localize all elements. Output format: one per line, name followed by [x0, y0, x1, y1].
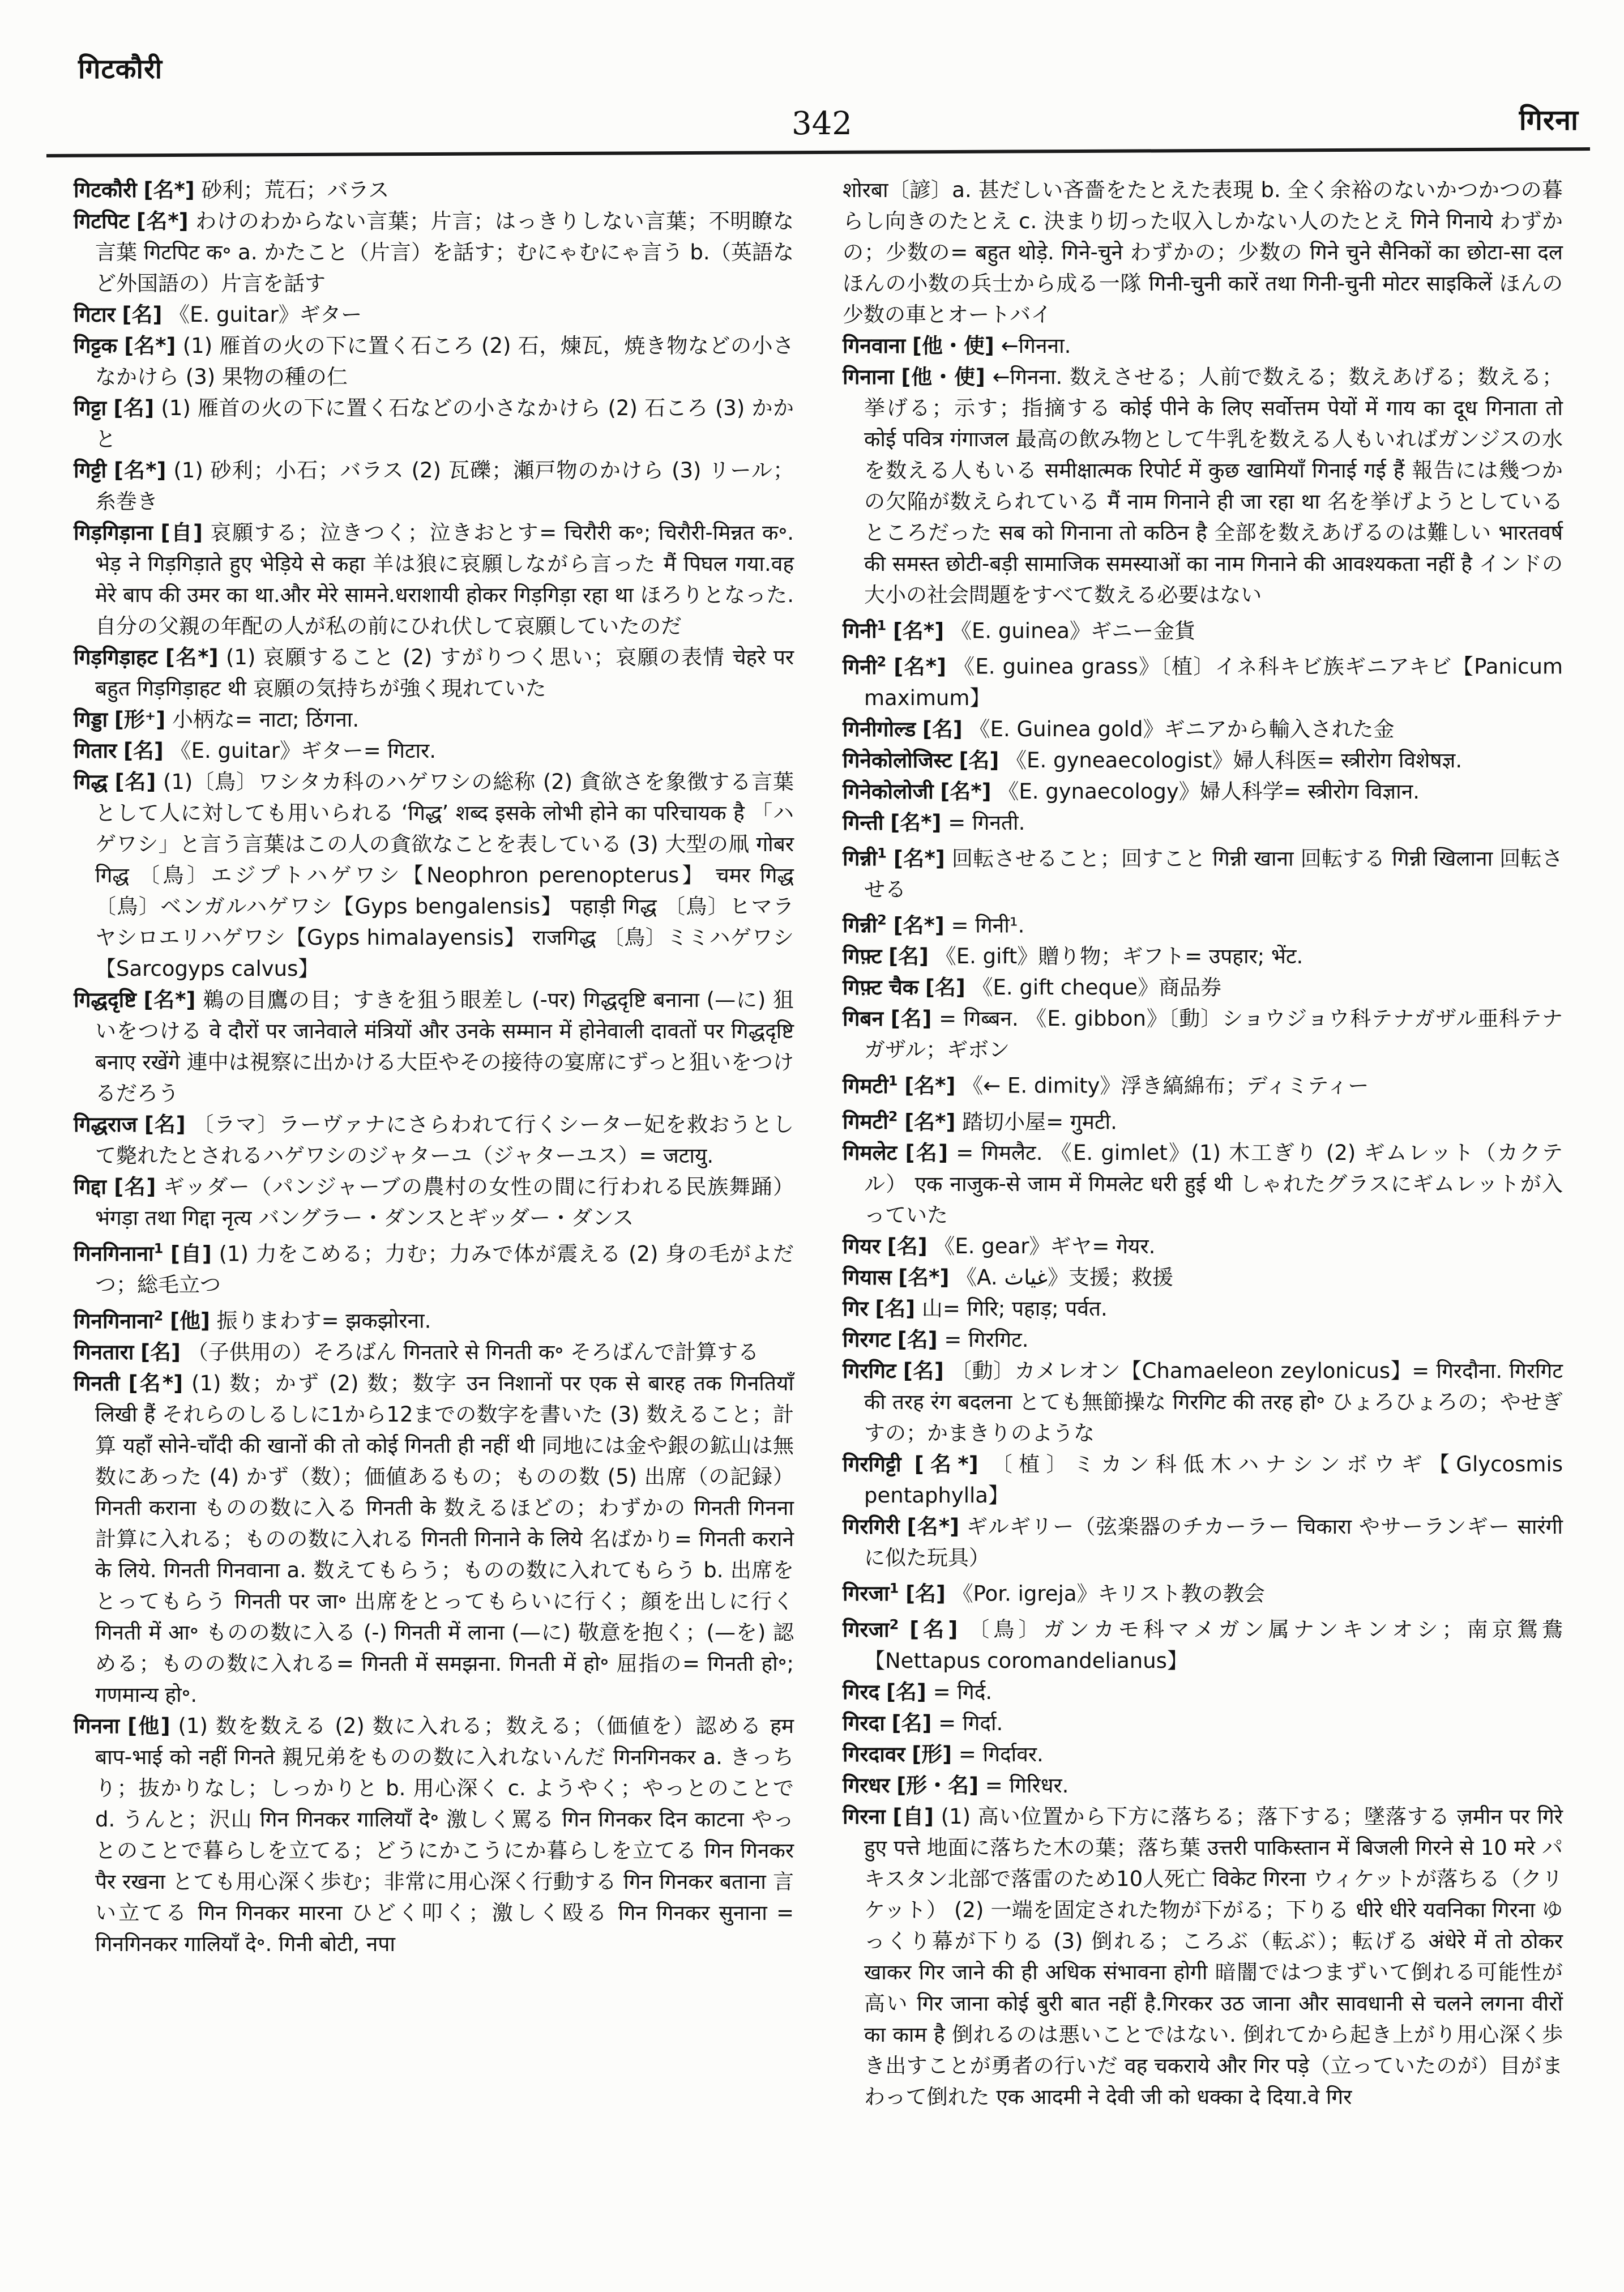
entry-pos-tag: [名*] [128, 1371, 183, 1395]
header-rule [46, 147, 1590, 157]
entry-headword: गिड्डा [74, 707, 108, 732]
entry-headword: गिटपिट [74, 209, 130, 233]
dictionary-entry [843, 714, 1563, 745]
entry-pos-tag: [名*] [143, 178, 195, 202]
entry-body: = गिरिधर. [985, 1773, 1069, 1798]
entry-pos-tag: [他] [170, 1308, 210, 1333]
entry-body: (1) 数を数える (2) 数に入れる；数える；（価値を）認める हम बाप-भाई को नहीं गिनते 親兄弟をものの数に入れないんだ गिनगिनकर a. きっちり；抜かりなし；しっかりと b. 用心深く c. ようやく；やっとのことで d. うんと；沢山 गिन गिनकर गालियाँ दे॰ 激しく罵る गिन गिनकर दिन काटना やっとのことで暮らしを立てる；どうにかこうにか暮らしを立てる गिन गिनकर पैर रखना とても用心深く歩む；非常に用心深く行動する गिन गिनकर बताना 言い立てる गिन गिनकर मारना ひどく叩く；激しく殴る गिन गिनकर सुनाना = गिनगिनकर गालियाँ दे॰. गिनी बोटी, नपा [95, 1713, 794, 1956]
entry-headword: गिनना [74, 1713, 120, 1738]
entry-headword: गिरजा$^1$ [843, 1580, 899, 1606]
entry-headword: गिरजा$^2$ [843, 1616, 899, 1642]
headword-superscript: 1 [889, 1580, 899, 1597]
dictionary-entry [74, 984, 794, 1109]
entry-pos-tag: [名*] [893, 618, 945, 643]
entry-body: (1) 雁首の火の下に置く石ころ (2) 石，煉瓦，焼き物などの小さなかけら (3) 果物の種の仁 [95, 334, 794, 389]
entry-headword: गिमटी$^2$ [843, 1108, 898, 1134]
dictionary-entry [843, 1003, 1563, 1065]
entry-headword: गितार [74, 739, 117, 763]
entry-headword: गिमटी$^1$ [843, 1073, 898, 1098]
text-columns [74, 174, 1563, 2112]
entry-body: 《E. guitar》ギター= गिटार. [170, 739, 437, 763]
entry-body: 小柄な= नाटा; ठिंगना. [172, 707, 360, 732]
right-column [843, 174, 1563, 2112]
dictionary-entry [74, 299, 794, 330]
entry-body: (1) 高い位置から下方に落ちる；落下する；墜落する ज़मीन पर गिरे हुए पत्ते 地面に落ちた木の葉；落ち葉 उत्तरी पाकिस्तान में बिजली गिरने से 10 मरे パキスタン北部で落雷のため10人死亡 विकेट गिरना ウィケットが落ちる（クリケット） (2) 一端を固定された物が下がる；下りる धीरे धीरे यवनिका गिरना ゆっくり幕が下りる (3) 倒れる；ころぶ（転ぶ）；転げる अंधेरे में तो ठोकर खाकर गिर जाने की ही अधिक संभावना होगी 暗闇ではつまずいて倒れる可能性が高い गिर जाना कोई बुरी बात नहीं है.गिरकर उठ जाना और सावधानी से चलने लगना वीरों का काम है 倒れるのは悪いことではない. 倒れてから起き上がり用心深く歩き出すことが勇者の行いだ वह चकराये और गिर पड़े（立っていたのが）目がまわって倒れた एक आदमी ने देवी जी को धक्का दे दिया.वे गिर [864, 1804, 1563, 2109]
entry-body: 《E. gift》贈り物；ギフト= उपहार; भेंट. [935, 944, 1304, 969]
entry-pos-tag: [名] [890, 1006, 932, 1031]
entry-headword: गिरगिट्टी [843, 1452, 901, 1476]
entry-headword: गिद्धराज [74, 1112, 138, 1137]
entry-pos-tag: [名] [897, 1327, 938, 1352]
entry-headword: गिन्ती [843, 810, 884, 835]
dictionary-entry [843, 1609, 1563, 1676]
entry-body: = गिमलैट. 《E. gimlet》(1) 木工ぎり (2) ギムレット（カクテル） एक नाजुक-से जाम में गिमलेट धरी हुई थी しゃれたグラスにギムレットが入っていた [864, 1140, 1563, 1227]
entry-body: 振りまわす= झकझोरना. [216, 1308, 431, 1333]
dictionary-entry [843, 1708, 1563, 1739]
dictionary-entry [843, 807, 1563, 838]
entry-headword: गिफ़्ट चैक [843, 975, 919, 1000]
dictionary-entry [843, 838, 1563, 905]
headword-superscript: 1 [877, 618, 887, 634]
entry-pos-tag: [名*] [898, 1265, 950, 1290]
entry-headword: गिनगिनाना$^2$ [74, 1308, 164, 1333]
entry-headword: गिटार [74, 302, 116, 327]
entry-pos-tag: [名] [114, 1175, 156, 1199]
entry-body: = गिर्द. [933, 1679, 993, 1704]
entry-body: 回転させること；回すこと गिन्नी खाना 回転する गिन्नी खिलाना 回転させる [864, 846, 1563, 902]
entry-headword: गिरदा [843, 1710, 885, 1735]
dictionary-entry [74, 1337, 794, 1368]
entry-body: 〔動〕カメレオン【Chamaeleon zeylonicus】= गिरदौना. गिरगिट की तरह रंग बदलना とても無節操な गिरगिट की तरह हो॰ ひょろひょろの；やせぎすの；かまきりのような [864, 1358, 1563, 1445]
entry-headword: गिटकौरी [74, 178, 137, 202]
entry-headword: गिनी$^2$ [843, 654, 887, 679]
entry-body: = गिरगिट. [944, 1327, 1029, 1352]
entry-headword: गिन्नी$^1$ [843, 845, 887, 870]
dictionary-entry [843, 1293, 1563, 1324]
entry-pos-tag: [名*] [940, 779, 992, 804]
entry-pos-tag: [名] [891, 1710, 932, 1735]
guide-word-right: गिरना [1519, 104, 1579, 136]
entry-body: 《← E. dimity》浮き縞綿布；ディミティー [962, 1073, 1369, 1098]
entry-pos-tag: [名*] [890, 810, 942, 835]
entry-pos-tag: [他] [127, 1713, 170, 1738]
dictionary-entry [843, 1065, 1563, 1101]
entry-pos-tag: [名] [922, 716, 963, 741]
dictionary-entry [843, 1511, 1563, 1573]
entry-pos-tag: [名*] [907, 1514, 960, 1539]
entry-headword: गिरद [843, 1679, 880, 1704]
entry-body: (1) 砂利；小石；バラス (2) 瓦礫；瀬戸物のかけら (3) リール；糸巻き [95, 458, 794, 514]
entry-pos-tag: [名] [113, 396, 155, 420]
entry-pos-tag: [名] [887, 1234, 928, 1258]
entry-headword: गिफ़्ट [843, 944, 882, 969]
entry-headword: गिनतारा [74, 1339, 134, 1364]
entry-body: 《Por. igreja》キリスト教の教会 [952, 1581, 1265, 1606]
entry-body: 鵜の目鷹の目；すきを狙う眼差し (-पर) गिद्धदृष्टि बनाना (—に) 狙いをつける वे दौरों पर जानेवाले मंत्रियों और उनके सम्मान में होनेवाली दावतों पर गिद्धदृष्टि बनाए रखेंगे 連中は視察に出かける大臣やその接待の宴席にずっと狙いをつけるだろう [95, 988, 794, 1106]
dictionary-entry [843, 1676, 1563, 1708]
dictionary-entry [74, 1710, 794, 1960]
dictionary-entry [843, 905, 1563, 941]
entry-pos-tag: [名] [123, 739, 164, 763]
entry-body: 〔植〕ミカン科低木ハナシンボウギ【Glycosmis pentaphylla】 [864, 1452, 1563, 1508]
dictionary-entry [74, 1171, 794, 1234]
entry-pos-tag: [自] [170, 1241, 212, 1266]
dictionary-entry [843, 776, 1563, 807]
entry-body: = गिर्दावर. [958, 1742, 1044, 1766]
entry-pos-tag: [名*] [894, 654, 947, 679]
dictionary-entry [843, 745, 1563, 776]
entry-headword: गिट्टक [74, 334, 117, 358]
entry-headword: गिट्टी [74, 458, 107, 483]
entry-headword: गिरधर [843, 1773, 890, 1798]
entry-pos-tag: [名*] [904, 1073, 956, 1098]
entry-body: (1)〔鳥〕ワシタカ科のハゲワシの総称 (2) 貪欲さを象徴する言葉として人に対しても用いられる ‘गिद्ध’ शब्द इसके लोभी होने का परिचायक है 「ハゲワシ」と言う言葉はこの人の貪欲なことを表している (3) 大型の凧 गोबर गिद्ध 〔鳥〕エジプトハゲワシ【Neophron perenopterus】 चमर गिद्ध 〔鳥〕ベンガルハゲワシ【Gyps bengalensis】 पहाड़ी गिद्ध 〔鳥〕ヒマラヤシロエリハゲワシ【Gyps himalayensis】 राजगिद्ध 〔鳥〕ミミハゲワシ【Sarcogyps calvus】 [95, 770, 794, 981]
dictionary-entry [843, 1801, 1563, 2112]
entry-pos-tag: [自] [160, 520, 203, 545]
entry-body: 踏切小屋= गुमटी. [962, 1109, 1117, 1134]
dictionary-entry [843, 1449, 1563, 1511]
entry-pos-tag: [名*] [893, 846, 945, 870]
headword-superscript: 2 [153, 1308, 164, 1324]
headword-superscript: 1 [877, 845, 887, 861]
entry-body: (1) 数；かず (2) 数；数字 उन निशानों पर एक से बारह तक गिनतियाँ लिखी हैं それらのしるしに1から12までの数字を書いた (3) 数えること；計算 यहाँ सोने-चाँदी की खानों की तो कोई गिनती ही नहीं थी 同地には金や銀の鉱山は無数にあった (4) かず（数）；価値あるもの；ものの数 (5) 出席（の記録） गिनती कराना ものの数に入る गिनती के 数えるほどの；わずかの गिनती गिनना 計算に入れる；ものの数に入れる गिनती गिनाने के लिये 名ばかり= गिनती कराने के लिये. गिनती गिनवाना a. 数えてもらう；ものの数に入れてもらう b. 出席をとってもらう गिनती पर जा॰ 出席をとってもらいに行く；顔を出しに行く गिनती में आ॰ ものの数に入る (-) गिनती में लाना (—に) 敬意を抱く；(—を) 認める；ものの数に入れる= गिनती में समझना. गिनती में हो॰ 屈指の= गिनती हो॰; गणमान्य हो॰. [95, 1371, 794, 1707]
entry-body: (1) 力をこめる；力む；力みで体が震える (2) 身の毛がよだつ；総毛立つ [95, 1241, 794, 1297]
dictionary-entry [74, 704, 794, 735]
headword-superscript: 2 [888, 1108, 898, 1125]
entry-pos-tag: [他・使] [912, 334, 994, 358]
dictionary-entry [74, 1368, 794, 1710]
entry-headword: गिनेकोलोजिस्ट [843, 748, 952, 772]
entry-headword: गिद्ध [74, 770, 108, 794]
page-number: 342 [792, 105, 852, 142]
entry-headword: गिनती [74, 1371, 120, 1395]
entry-headword: गिरदावर [843, 1742, 905, 1766]
dictionary-entry [74, 1109, 794, 1171]
dictionary-entry [843, 1262, 1563, 1293]
dictionary-entry [843, 1573, 1563, 1609]
entry-pos-tag: [名*] [904, 1109, 956, 1134]
dictionary-entry [74, 1300, 794, 1336]
entry-headword: गियर [843, 1234, 881, 1258]
entry-body: 《E. gynaecology》婦人科学= स्त्रीरोग विज्ञान. [998, 779, 1420, 804]
dictionary-entry [843, 1739, 1563, 1770]
entry-body: わけのわからない言葉；片言；はっきりしない言葉；不明瞭な言葉 गिटपिट क॰ a. かたこと（片言）を話す；むにゃむにゃ言う b.（英語など外国語の）片言を話す [95, 209, 794, 296]
entry-headword: गिर [843, 1296, 869, 1321]
dictionary-entry [74, 517, 794, 642]
entry-headword: गिरगट [843, 1327, 891, 1352]
dictionary-entry [843, 1355, 1563, 1449]
entry-body: ギルギリー（弦楽器のチカーラー चिकारा やサーランギー सारंगी に似た玩具） [864, 1514, 1563, 1570]
dictionary-entry [74, 766, 794, 984]
dictionary-entry [843, 1770, 1563, 1801]
dictionary-entry [843, 1137, 1563, 1231]
entry-pos-tag: [名*] [165, 645, 219, 669]
entry-headword: गिरगिट [843, 1358, 896, 1383]
entry-body: ←गिनना. [1001, 334, 1071, 358]
entry-headword: गिद्धदृष्टि [74, 988, 136, 1012]
entry-body: = गिब्बन. 《E. gibbon》〔動〕ショウジョウ科テナガザル亜科テナガザル；ギボン [864, 1006, 1563, 1062]
entry-body: (1) 哀願すること (2) すがりつく思い；哀願の表情 चेहरे पर बहुत गिड़गिड़ाहट थी 哀願の気持ちが強く現れていた [95, 645, 794, 701]
entry-body: = गिनती. [948, 810, 1025, 835]
entry-body: 哀願する；泣きつく；泣きおとす= चिरौरी क॰; चिरौरी-मिन्नत क॰. भेड़ ने गिड़गिड़ाते हुए भेड़िये से कहा 羊は狼に哀願しながら言った मैं पिघल गया.वह मेरे बाप की उमर का था.और मेरे सामने.धराशायी होकर गिड़गिड़ा रहा था ほろりとなった. 自分の父親の年配の人が私の前にひれ伏して哀願していたのだ [95, 520, 794, 638]
dictionary-entry [74, 735, 794, 766]
entry-headword: गिड़गिड़ाहट [74, 645, 158, 669]
entry-pos-tag: [形] [912, 1742, 952, 1766]
entry-body: 山= गिरि; पहाड़; पर्वत. [921, 1296, 1108, 1321]
headword-superscript: 1 [153, 1241, 164, 1257]
entry-pos-tag: [名] [925, 975, 965, 1000]
entry-headword: गिनी$^1$ [843, 618, 887, 643]
dictionary-entry [74, 206, 794, 299]
entry-body: (1) 雁首の火の下に置く石などの小さなかけら (2) 石ころ (3) かかと [95, 396, 794, 451]
entry-headword: गिड़गिड़ाना [74, 520, 153, 545]
entry-pos-tag: [名*] [914, 1452, 978, 1476]
entry-pos-tag: [名*] [136, 209, 189, 233]
entry-pos-tag: [名] [140, 1339, 181, 1364]
entry-pos-tag: [名*] [893, 913, 945, 938]
entry-pos-tag: [名] [875, 1296, 916, 1321]
dictionary-entry [74, 330, 794, 392]
entry-headword: गिबन [843, 1006, 884, 1031]
entry-pos-tag: [名*] [114, 458, 166, 483]
entry-headword: गिद्दा [74, 1175, 106, 1199]
dictionary-entry [843, 972, 1563, 1003]
dictionary-entry [843, 1231, 1563, 1262]
dictionary-entry [74, 174, 794, 206]
entry-pos-tag: [名] [905, 1581, 946, 1606]
dictionary-entry [843, 941, 1563, 972]
entry-pos-tag: [名] [888, 944, 929, 969]
entry-headword: गिट्टा [74, 396, 107, 420]
entry-headword: गिनगिनाना$^1$ [74, 1241, 164, 1266]
headword-superscript: 1 [888, 1073, 898, 1089]
dictionary-entry [843, 330, 1563, 361]
entry-pos-tag: [名] [905, 1140, 948, 1165]
headword-superscript: 2 [877, 654, 887, 670]
entry-pos-tag: [自] [892, 1804, 934, 1829]
entry-headword: गिरगिरी [843, 1514, 900, 1539]
guide-word-left: गिटकौरी [78, 53, 163, 85]
entry-body: 《E. gyneaecologist》婦人科医= स्त्रीरोग विशेषज्ञ. [1006, 748, 1463, 772]
entry-pos-tag: [名] [114, 770, 156, 794]
entry-pos-tag: [形⁺] [114, 707, 166, 732]
entry-pos-tag: [名] [122, 302, 163, 327]
headword-superscript: 2 [889, 1616, 899, 1633]
entry-pos-tag: [名] [909, 1617, 958, 1642]
dictionary-entry [74, 1234, 794, 1300]
dictionary-entry [843, 361, 1563, 611]
headword-superscript: 2 [877, 912, 887, 928]
entry-headword: गिन्नी$^2$ [843, 912, 887, 938]
entry-pos-tag: [形・名] [896, 1773, 979, 1798]
entry-headword: गियास [843, 1265, 892, 1290]
entry-headword: गिनाना [843, 365, 894, 389]
entry-pos-tag: [名] [144, 1112, 186, 1137]
entry-pos-tag: [名] [903, 1358, 944, 1383]
entry-headword: गिनवाना [843, 334, 906, 358]
dictionary-entry [843, 174, 1563, 330]
dictionary-entry [843, 611, 1563, 646]
entry-body: 砂利；荒石；バラス [201, 178, 390, 202]
entry-pos-tag: [名*] [124, 334, 176, 358]
entry-pos-tag: [名] [959, 748, 999, 772]
entry-body: = गिनी¹. [951, 913, 1025, 938]
entry-body: ←गिनना. 数えさせる；人前で数える；数えあげる；数える；挙げる；示す；指摘する कोई पीने के लिए सर्वोत्तम पेयों में गाय का दूध गिनाता तो कोई पवित्र गंगाजल 最高の飲み物として牛乳を数える人もいればガンジスの水を数える人もいる समीक्षात्मक रिपोर्ट में कुछ खामियाँ गिनाई गई हैं 報告には幾つかの欠陥が数えられている मैं नाम गिनाने ही जा रहा था 名を挙げようとしているところだった सब को गिनाना तो कठिन है 全部を数えあげるのは難しい भारतवर्ष की समस्त छोटी-बड़ी सामाजिक समस्याओं का नाम गिनाने की आवश्यकता नहीं है インドの大小の社会問題をすべて数える必要はない [864, 365, 1563, 607]
entry-body: ギッダー（パンジャーブの農村の女性の間に行われる民族舞踊） भंगड़ा तथा गिद्दा नृत्य バングラー・ダンスとギッダー・ダンス [95, 1175, 794, 1230]
entry-headword: गिमलेट [843, 1140, 898, 1165]
entry-headword: गिनेकोलोजी [843, 779, 934, 804]
entry-body: 〔ラマ〕ラーヴァナにさらわれて行くシーター妃を救おうとして斃れたとされるハゲワシのジャターユ（ジャターユス）= जटायु. [95, 1112, 794, 1168]
dictionary-entry [843, 1324, 1563, 1355]
entry-body: 《E. guitar》ギター [169, 302, 362, 327]
entry-pos-tag: [名*] [143, 988, 196, 1012]
dictionary-entry [843, 646, 1563, 713]
entry-body: 《E. Guinea gold》ギニアから輸入された金 [969, 716, 1395, 741]
entry-body: 《E. guinea》ギニー金貨 [950, 618, 1195, 643]
dictionary-entry [74, 642, 794, 704]
entry-body: 《E. guinea grass》〔植〕イネ科キビ族ギニアキビ【Panicum maximum】 [864, 654, 1563, 710]
entry-headword: गिरना [843, 1804, 886, 1829]
entry-body: 《A. غياث》支援；救援 [956, 1265, 1173, 1290]
dictionary-entry [843, 1102, 1563, 1137]
entry-body: 〔鳥〕ガンカモ科マメガン属ナンキンオシ；南京鴛鴦【Nettapus coromandelianus】 [864, 1617, 1563, 1673]
entry-body: = गिर्दा. [938, 1710, 1003, 1735]
dictionary-entry [74, 392, 794, 455]
entry-body: 《E. gift cheque》商品券 [972, 975, 1222, 1000]
entry-body: शोरबा〔諺〕a. 甚だしい吝嗇をたとえた表現 b. 全く余裕のないかつかつの暮らし向きのたとえ c. 決まり切った収入しかない人のたとえ गिने गिनाये わずかの；少数の= बहुत थोड़े. गिने-चुने わずかの；少数の गिने चुने सैनिकों का छोटा-सा दल ほんの小数の兵士から成る一隊 गिनी-चुनी कारें तथा गिनी-चुनी मोटर साइकिलें ほんの少数の車とオートバイ [843, 178, 1563, 327]
left-column [74, 174, 794, 2112]
entry-headword: गिनीगोल्ड [843, 716, 916, 741]
entry-body: 《E. gear》ギヤ= गेयर. [934, 1234, 1156, 1258]
dictionary-entry [74, 455, 794, 517]
entry-pos-tag: [名] [886, 1679, 926, 1704]
entry-body: （子供用の）そろばん गिनतारे से गिनती क॰ そろばんで計算する [187, 1339, 759, 1364]
entry-pos-tag: [他・使] [901, 365, 985, 389]
